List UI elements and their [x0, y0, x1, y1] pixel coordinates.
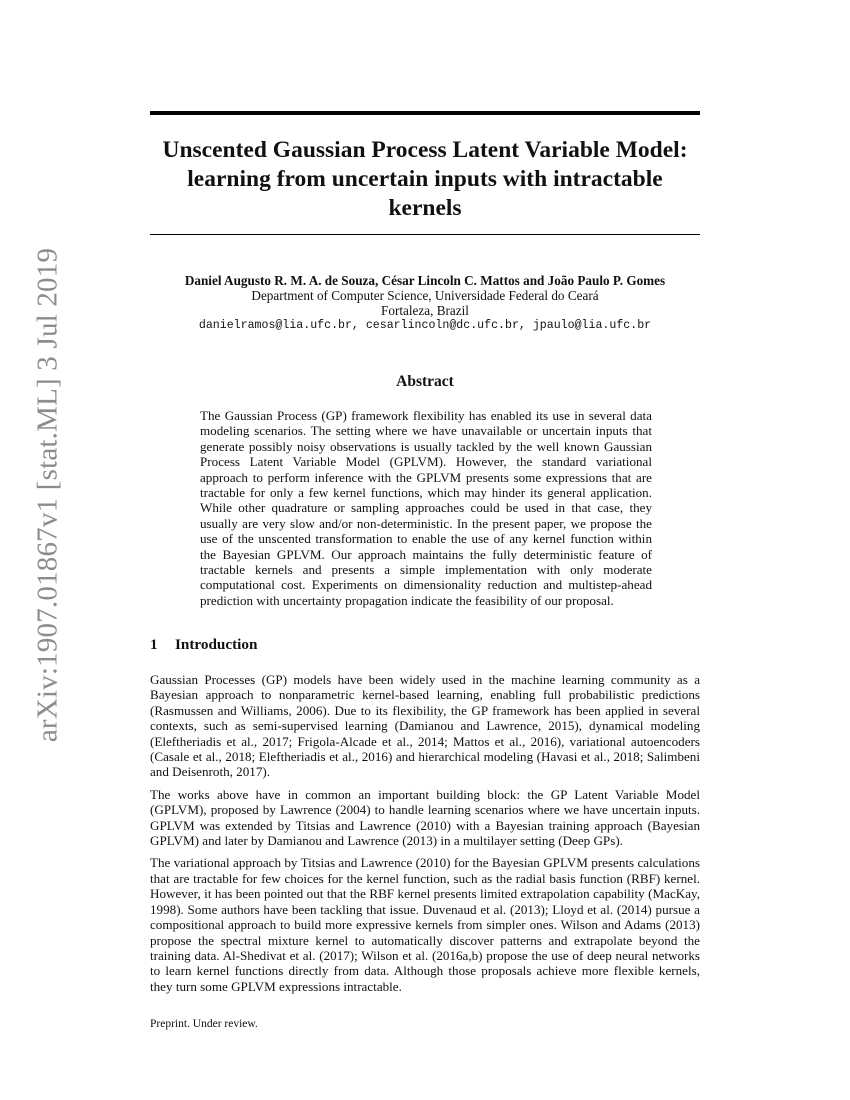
author-emails: danielramos@lia.ufc.br, cesarlincoln@dc.ufc.br, jpaulo@lia.ufc.br — [198, 319, 652, 332]
title-bottom-rule — [150, 234, 700, 235]
location: Fortaleza, Brazil — [381, 303, 469, 318]
introduction-body — [150, 672, 700, 1001]
paragraph: The works above have in common an important building block: the GP Latent Variable Model (GPLVM), proposed by Lawrence (2004) to handle learning scenarios where we have uncertain inputs. GPLVM was extended by Titsias and Lawrence (2010) with a Bayesian training approach (Bayesian GPLVM) and later by Damianou and Lawrence (2013) in a multilayer setting (Deep GPs). — [150, 786, 700, 849]
section-number: 1 — [150, 636, 158, 653]
section-heading — [150, 636, 257, 654]
author-names: Daniel Augusto R. M. A. de Souza, César Lincoln C. Mattos and João Paulo P. Gomes — [184, 273, 666, 288]
footer-note: Preprint. Under review. — [150, 1018, 258, 1030]
affiliation: Department of Computer Science, Universidade Federal do Ceará — [251, 288, 599, 303]
arxiv-identifier: arXiv:1907.01867v1 [stat.ML] 3 Jul 2019 — [31, 247, 64, 743]
abstract-heading: Abstract — [396, 373, 454, 390]
paragraph: The variational approach by Titsias and Lawrence (2010) for the Bayesian GPLVM presents calculations that are tractable for few choices for the kernel function, such as the radial basis function (RBF) kernel. However, it has been pointed out that the RBF kernel presents limited extrapolation capability (MacKay, 1998). Some authors have been tackling that issue. Duvenaud et al. (2013); Lloyd et al. (2014) pursue a compositional approach to build more expressive kernels from simpler ones. Wilson and Adams (2013) propose the spectral mixture kernel to automatically discover patterns and extrapolate beyond the training data. Al-Shedivat et al. (2017); Wilson et al. (2016a,b) propose the use of deep neural networks to learn kernel functions directly from data. Although those proposals achieve more flexible kernels, they turn some GPLVM expressions intractable. — [150, 855, 700, 994]
paper-title: Unscented Gaussian Process Latent Variable Model: learning from uncertain inputs with intractable kernels — [162, 137, 688, 221]
title-top-rule — [150, 111, 700, 115]
section-title: Introduction — [175, 636, 258, 653]
abstract-text: The Gaussian Process (GP) framework flexibility has enabled its use in several data modeling scenarios. The setting where we have unavailable or uncertain inputs that generate possibly noisy observations is usually tackled by the well known Gaussian Process Latent Variable Model (GPLVM). However, the standard variational approach to perform inference with the GPLVM presents some expressions that are tractable for only a few kernel functions, which may hinder its general application. While other quadrature or sampling approaches could be used in that case, they usually are very slow and/or non-deterministic. In the present paper, we propose the use of the unscented transformation to enable the use of any kernel function within the Bayesian GPLVM. Our approach maintains the fully deterministic feature of tractable kernels and presents a simple implementation with only moderate computational cost. Experiments on dimensionality reduction and multistep-ahead prediction with uncertainty propagation indicate the feasibility of our proposal. — [200, 408, 652, 608]
paragraph: Gaussian Processes (GP) models have been widely used in the machine learning community as a Bayesian approach to nonparametric kernel-based learning, enabling full probabilistic predictions (Rasmussen and Williams, 2006). Due to its flexibility, the GP framework has been applied in several contexts, such as semi-supervised learning (Damianou and Lawrence, 2015), dynamical modeling (Eleftheriadis et al., 2017; Frigola-Alcade et al., 2014; Mattos et al., 2016), variational autoencoders (Casale et al., 2018; Eleftheriadis et al., 2016) and hierarchical modeling (Havasi et al., 2018; Salimbeni and Deisenroth, 2017). — [150, 672, 700, 780]
author-block — [150, 273, 700, 334]
